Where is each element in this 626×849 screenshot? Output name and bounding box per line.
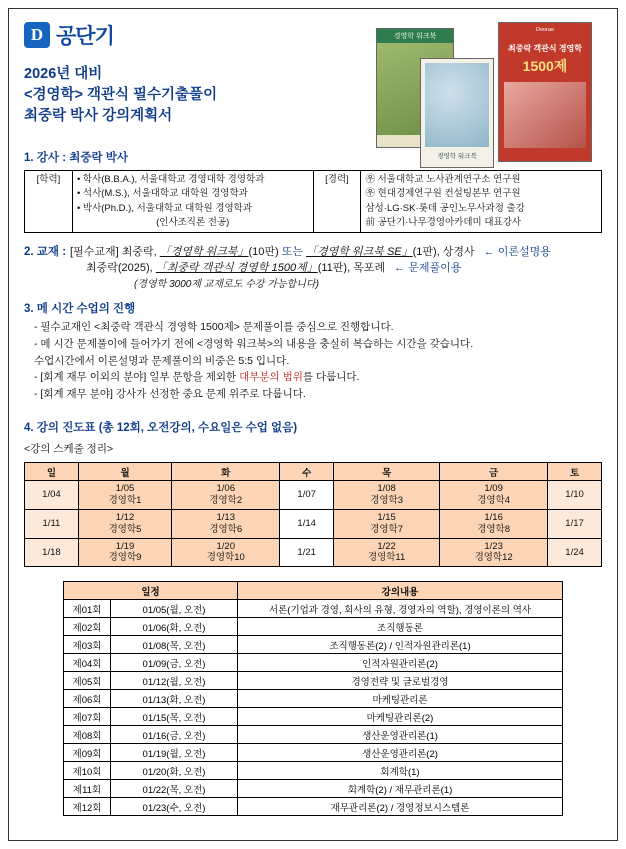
lesson-desc: 생산운영관리론(2) (238, 744, 563, 762)
textbook-line-1 (70, 243, 551, 259)
logo-mark-icon: D (24, 22, 50, 48)
cell-date: 1/04 (42, 489, 61, 501)
page-content (24, 20, 602, 816)
career-label: [경력] (313, 171, 361, 233)
cell-class: 경영학7 (370, 523, 404, 535)
lesson-date: 01/16(금, 오전) (111, 726, 238, 744)
schedule-cell (548, 509, 602, 538)
schedule-cell (334, 509, 440, 538)
table-row (64, 618, 563, 636)
cell-date: 1/13 (216, 511, 235, 523)
lesson-desc: 경영전략 및 글로벌경영 (238, 672, 563, 690)
cell-date: 1/07 (297, 489, 316, 501)
lesson-date: 01/15(목, 오전) (111, 708, 238, 726)
textbook-edition-1: (10판) (248, 246, 282, 259)
day-header: 일 (25, 463, 79, 481)
table-row (64, 762, 563, 780)
lesson-no: 제08회 (64, 726, 111, 744)
lesson-desc: 인적자원관리론(2) (238, 654, 563, 672)
lesson-desc: 회계학(2) / 재무관리론(1) (238, 780, 563, 798)
education-item: • 박사(Ph.D.), 서울대학교 대학원 경영학과 (76, 202, 253, 214)
lesson-no: 제10회 (64, 762, 111, 780)
cell-class: 경영학10 (206, 552, 245, 564)
education-item: • 학사(B.B.A.), 서울대학교 경영대학 경영학과 (76, 174, 265, 186)
cell-date: 1/19 (115, 540, 135, 552)
schedule-cell (78, 509, 171, 538)
book-cover-caption: 경영학 워크북 (437, 153, 477, 160)
lesson-no: 제09회 (64, 744, 111, 762)
lesson-no: 제11회 (64, 780, 111, 798)
list-item-highlight: 대부분의 범위 (239, 371, 303, 384)
cell-date: 1/20 (216, 540, 235, 552)
schedule-cell (172, 481, 280, 510)
schedule-cell (280, 509, 334, 538)
schedule-subtitle: <강의 스케줄 정리> (24, 443, 114, 456)
schedule-cell (334, 538, 440, 567)
schedule-cell (25, 481, 79, 510)
education-item: (인사조직론 전공) (156, 216, 230, 228)
day-header: 화 (172, 463, 280, 481)
cell-class: 경영학8 (477, 523, 511, 535)
schedule-cell (440, 538, 548, 567)
lesson-date: 01/22(목, 오전) (111, 780, 238, 798)
textbook-title-2: 「경영학 워크북 SE」 (306, 246, 413, 259)
table-row (64, 600, 563, 618)
cell-date: 1/17 (565, 518, 584, 530)
cell-class: 경영학2 (209, 494, 243, 506)
table-row (25, 481, 602, 510)
cell-date: 1/18 (42, 546, 61, 558)
cell-class: 경영학3 (370, 494, 404, 506)
table-row (64, 780, 563, 798)
section-3-heading: 3. 메 시간 수업의 진행 (24, 303, 136, 316)
schedule-cell (440, 481, 548, 510)
lesson-desc: 마케팅관리론 (238, 690, 563, 708)
book-covers (372, 20, 602, 180)
textbook-tag-theory: ← 이론설명용 (483, 246, 551, 259)
schedule-cell (25, 509, 79, 538)
cell-class: 경영학4 (477, 494, 511, 506)
title-line-3: 최중락 박사 강의계획서 (24, 108, 173, 125)
table-row (64, 726, 563, 744)
table-row (25, 538, 602, 567)
table-row (64, 708, 563, 726)
book-cover-objective-1500 (498, 22, 592, 162)
cell-class: 경영학12 (474, 552, 513, 564)
cell-date: 1/08 (377, 483, 396, 495)
list-item: - [회계 재무 분야] 강사가 선정한 중요 문제 위주로 다룹니다. (34, 388, 306, 401)
table-row (64, 690, 563, 708)
lesson-desc: 회계학(1) (238, 762, 563, 780)
cell-date: 1/15 (377, 511, 396, 523)
lesson-date: 01/13(화, 오전) (111, 690, 238, 708)
title-line-2: <경영학> 객관식 필수기출풀이 (24, 87, 218, 104)
lesson-no: 제12회 (64, 798, 111, 816)
book-cover-caption: 경영학 워크북 (377, 29, 453, 43)
lesson-date: 01/20(화, 오전) (111, 762, 238, 780)
lesson-no: 제02회 (64, 618, 111, 636)
schedule-cell (280, 481, 334, 510)
list-item-pre: - [회계 재무 이외의 분야] 일부 문항을 제외한 (34, 371, 240, 384)
section-4-heading: 4. 강의 진도표 (총 12회, 오전강의, 수요일은 수업 없음) (24, 422, 298, 435)
day-header: 수 (280, 463, 334, 481)
textbook-tag-practice: ← 문제풀이용 (394, 262, 462, 275)
book-cover-art (425, 63, 489, 147)
lesson-date: 01/19(월, 오전) (111, 744, 238, 762)
textbook-line-2 (86, 259, 602, 275)
textbook-title-1: 「경영학 워크북」 (159, 246, 249, 259)
lesson-header-content: 강의내용 (238, 582, 563, 600)
schedule-cell (334, 481, 440, 510)
cell-date: 1/16 (484, 511, 503, 523)
day-header: 토 (548, 463, 602, 481)
cell-class: 경영학5 (108, 523, 142, 535)
book-cover-art (504, 82, 586, 148)
lesson-date: 01/05(월, 오전) (111, 600, 238, 618)
instructor-name: 최중락 박사 (69, 152, 128, 165)
lesson-date: 01/12(월, 오전) (111, 672, 238, 690)
table-row (64, 798, 563, 816)
lesson-desc: 재무관리론(2) / 경영정보시스템론 (238, 798, 563, 816)
schedule-cell (172, 538, 280, 567)
textbook-required-label: [필수교재] 최중락, (70, 246, 160, 259)
table-row (64, 744, 563, 762)
section-1-label: 강사 : (36, 152, 67, 165)
cell-date: 1/22 (377, 540, 396, 552)
textbook-edition-2: (1판), 상경사 (412, 246, 475, 259)
table-header-row (25, 463, 602, 481)
textbook-author-year: 최중락(2025), (86, 262, 156, 275)
class-process-list (34, 319, 602, 403)
textbook-title-3: 「최중락 객관식 경영학 1500제」 (155, 262, 318, 275)
schedule-cell (78, 538, 171, 567)
lesson-date: 01/06(화, 오전) (111, 618, 238, 636)
brand-name: 공단기 (56, 25, 114, 48)
book-publisher-label: Doorae (535, 27, 555, 33)
table-row (64, 654, 563, 672)
schedule-cell (172, 509, 280, 538)
day-header: 목 (334, 463, 440, 481)
table-row (25, 509, 602, 538)
lesson-desc: 조직행동론(2) / 인적자원관리론(1) (238, 636, 563, 654)
lesson-no: 제05회 (64, 672, 111, 690)
cell-class: 경영학9 (108, 552, 142, 564)
schedule-cell (548, 538, 602, 567)
career-item: ㉾ 서울대학교 노사관계연구소 연구원 (365, 174, 521, 186)
education-label: [학력] (25, 171, 73, 233)
weekly-schedule-table (24, 462, 602, 567)
education-item: • 석사(M.S.), 서울대학교 대학원 경영학과 (76, 188, 248, 200)
cell-date: 1/05 (115, 483, 135, 495)
textbook-note: (경영학 3000제 교재로도 수강 가능합니다) (134, 279, 319, 291)
cell-class: 경영학1 (108, 494, 142, 506)
lesson-desc: 마케팅관리론(2) (238, 708, 563, 726)
lesson-header-schedule: 일정 (64, 582, 238, 600)
book-title-label: 최중락 객관식 경영학 (508, 44, 582, 53)
cell-date: 1/23 (484, 540, 503, 552)
schedule-cell (78, 481, 171, 510)
cell-class: 경영학6 (209, 523, 243, 535)
lesson-date: 01/09(금, 오전) (111, 654, 238, 672)
schedule-cell (280, 538, 334, 567)
cell-date: 1/12 (115, 511, 135, 523)
lesson-date: 01/23(수, 오전) (111, 798, 238, 816)
lesson-no: 제03회 (64, 636, 111, 654)
career-item: 삼성·LG·SK·롯데 공인노무사과정 출강 (365, 202, 525, 214)
lesson-desc: 서론(기업과 경영, 회사의 유형, 경영자의 역할), 경영이론의 역사 (238, 600, 563, 618)
lesson-no: 제07회 (64, 708, 111, 726)
section-schedule (24, 419, 602, 567)
textbook-edition-3: (11판), 목포례 (317, 262, 386, 275)
lesson-desc: 생산운영관리론(1) (238, 726, 563, 744)
day-header: 금 (440, 463, 548, 481)
lesson-no: 제04회 (64, 654, 111, 672)
lesson-no: 제01회 (64, 600, 111, 618)
table-row (64, 672, 563, 690)
cell-date: 1/24 (565, 546, 584, 558)
cell-date: 1/10 (565, 489, 584, 501)
book-volume-label: 1500제 (522, 58, 568, 74)
section-1-number: 1. (24, 152, 34, 165)
textbook-or: 또는 (281, 246, 307, 259)
list-item: - 필수교재인 <최중락 객관식 경영학 1500제> 문제풀이를 중심으로 진행합니다. (34, 321, 394, 334)
table-header-row (64, 582, 563, 600)
lesson-desc: 조직행동론 (238, 618, 563, 636)
schedule-cell (548, 481, 602, 510)
lesson-no: 제06회 (64, 690, 111, 708)
title-line-1: 2026년 대비 (24, 66, 103, 82)
education-body (72, 171, 313, 233)
book-cover-workbook-blossom (420, 58, 494, 168)
cell-date: 1/09 (484, 483, 503, 495)
schedule-cell (25, 538, 79, 567)
list-item: - 메 시간 문제풀이에 들어가기 전에 <경영학 워크북>의 내용을 충실히 복습하는 시간을 갖습니다. (34, 337, 474, 350)
career-item: 前 공단기·나무경영아카데미 대표강사 (365, 216, 522, 228)
cell-date: 1/21 (297, 546, 316, 558)
cell-class: 경영학11 (367, 552, 406, 564)
lesson-plan-table (63, 581, 563, 816)
list-item-post: 를 다룹니다. (302, 371, 360, 384)
schedule-cell (440, 509, 548, 538)
list-item (34, 369, 602, 386)
day-header: 월 (78, 463, 171, 481)
cell-date: 1/11 (42, 518, 61, 530)
career-item: ㉾ 현대경제연구원 컨설팅본부 연구원 (365, 188, 521, 200)
cell-date: 1/06 (216, 483, 235, 495)
section-textbooks (24, 243, 602, 290)
list-item: 수업시간에서 이론설명과 문제풀이의 비중은 5:5 입니다. (34, 354, 290, 367)
lesson-date: 01/08(목, 오전) (111, 636, 238, 654)
cell-date: 1/14 (297, 518, 316, 530)
section-class-process (24, 300, 602, 403)
section-2-heading: 2. 교재 : (24, 246, 67, 259)
table-row (64, 636, 563, 654)
